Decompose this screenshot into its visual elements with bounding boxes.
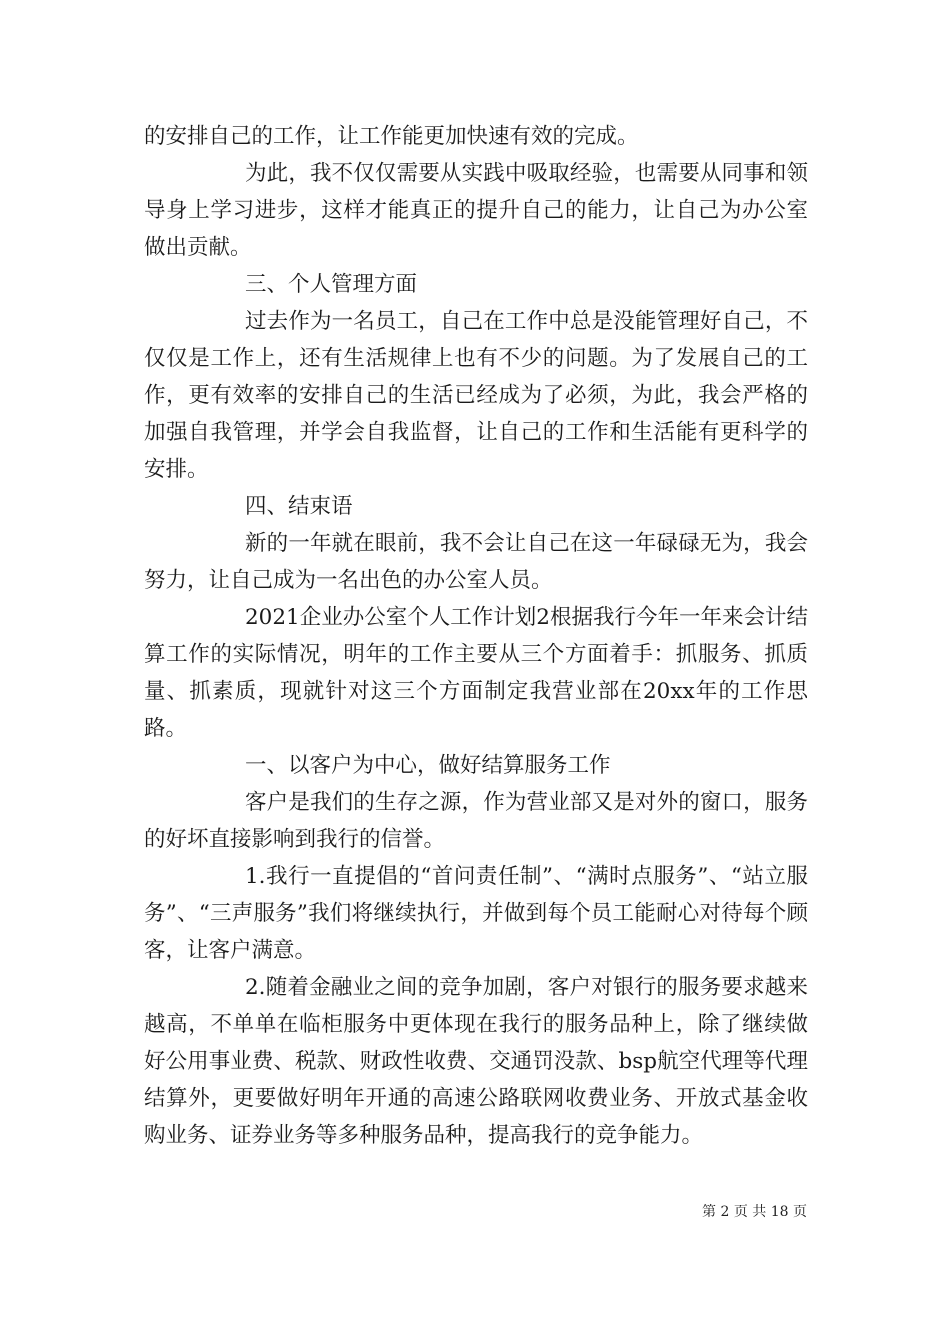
list-item-2: 2.随着金融业之间的竞争加剧，客户对银行的服务要求越来越高，不单单在临柜服务中更体现在我行的服务品种上，除了继续做好公用事业费、税款、财政性收费、交通罚没款、bsp航空代理等代理结算外，更要做好明年开通的高速公路联网收费业务、开放式基金收购业务、证券业务等多种服务品种，提高我行的竞争能力。	[144, 975, 808, 1148]
document-body	[144, 118, 808, 1154]
section-heading-conclusion: 四、结束语	[245, 494, 353, 519]
paragraph-4: 新的一年就在眼前，我不会让自己在这一年碌碌无为，我会努力，让自己成为一名出色的办公室人员。	[144, 531, 808, 593]
paragraph-2: 为此，我不仅仅需要从实践中吸取经验，也需要从同事和领导身上学习进步，这样才能真正的提升自己的能力，让自己为办公室做出贡献。	[144, 161, 808, 260]
paragraph-1: 的安排自己的工作，让工作能更加快速有效的完成。	[144, 124, 639, 149]
page-number-footer: 第 2 页 共 18 页	[702, 1204, 807, 1220]
section-heading-customer-center: 一、以客户为中心，做好结算服务工作	[245, 753, 611, 778]
paragraph-6: 客户是我们的生存之源，作为营业部又是对外的窗口，服务的好坏直接影响到我行的信誉。	[144, 790, 808, 852]
list-item-1: 1.我行一直提倡的“首问责任制”、“满时点服务”、“站立服务”、“三声服务”我们将继续执行，并做到每个员工能耐心对待每个顾客，让客户满意。	[144, 864, 808, 963]
section-heading-personal-management: 三、个人管理方面	[245, 272, 418, 297]
paragraph-3: 过去作为一名员工，自己在工作中总是没能管理好自己，不仅仅是工作上，还有生活规律上也有不少的问题。为了发展自己的工作，更有效率的安排自己的生活已经成为了必须，为此，我会严格的加强自我管理，并学会自我监督，让自己的工作和生活能有更科学的安排。	[144, 309, 808, 482]
paragraph-5: 2021企业办公室个人工作计划2根据我行今年一年来会计结算工作的实际情况，明年的工作主要从三个方面着手：抓服务、抓质量、抓素质，现就针对这三个方面制定我营业部在20xx年的工作思路。	[144, 605, 808, 741]
